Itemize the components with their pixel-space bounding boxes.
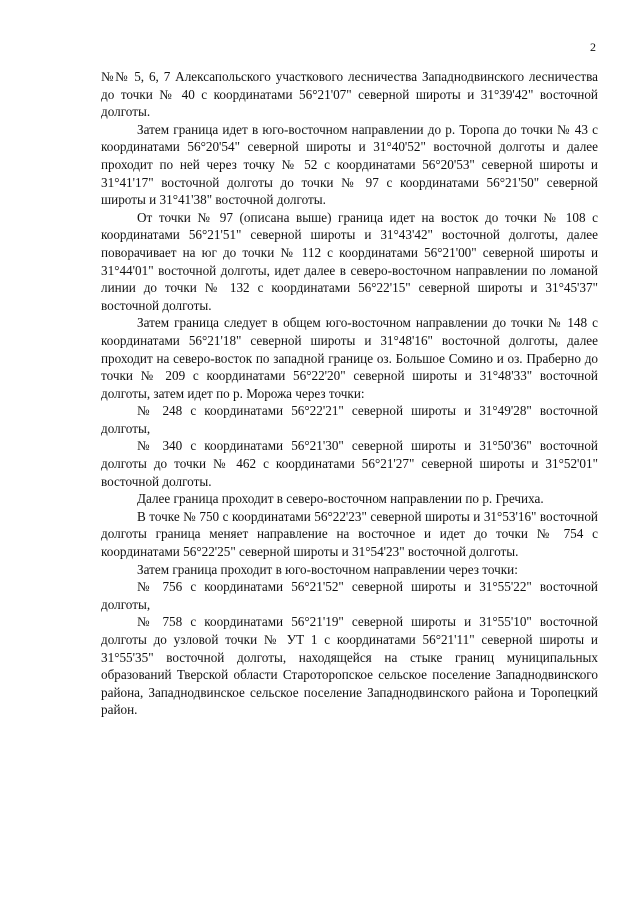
paragraph-3: От точки № 97 (описана выше) граница идет на восток до точки № 108 с координатами 56°21'51" северной широты и 31°43'42" восточной долготы, далее поворачивает на юг до точки № 112 с координатами 56°21'00" северной широты и 31°44'01" восточной долготы, идет далее в северо-восточном направлении по ломаной линии до точки № 132 с координатами 56°22'15" северной широты и 31°45'37" восточной долготы.	[101, 209, 598, 313]
document-body	[101, 68, 598, 719]
paragraph-8: В точке № 750 с координатами 56°22'23" северной широты и 31°53'16" восточной долготы граница меняет направление на восточное и идет до точки № 754 с координатами 56°22'25" северной широты и 31°54'23" восточной долготы.	[101, 508, 598, 560]
paragraph-9: Затем граница проходит в юго-восточном направлении через точки:	[137, 561, 518, 577]
paragraph-7: Далее граница проходит в северо-восточном направлении по р. Гречиха.	[137, 491, 544, 507]
paragraph-10: № 756 с координатами 56°21'52" северной широты и 31°55'22" восточной долготы,	[101, 579, 598, 612]
paragraph-11: № 758 с координатами 56°21'19" северной широты и 31°55'10" восточной долготы до узловой точки № УТ 1 с координатами 56°21'11" северной широты и 31°55'35" восточной долготы, находящейся на стыке границ муниципальных образований Тверской области Староторопское сельское поселение Западнодвинского района, Западнодвинское сельское поселение Западнодвинского района и Торопецкий район.	[101, 614, 598, 718]
page-number: 2	[590, 40, 596, 54]
paragraph-5: № 248 с координатами 56°22'21" северной широты и 31°49'28" восточной долготы,	[101, 403, 598, 436]
paragraph-1: №№ 5, 6, 7 Алексапольского участкового лесничества Западнодвинского лесничества до точки № 40 с координатами 56°21'07" северной широты и 31°39'42" восточной долготы.	[101, 69, 598, 120]
paragraph-2: Затем граница идет в юго-восточном направлении до р. Торопа до точки № 43 с координатами 56°20'54" северной широты и 31°40'52" восточной долготы и далее проходит по ней через точку № 52 с координатами 56°20'53" северной широты и 31°41'17" восточной долготы до точки № 97 с координатами 56°21'50" северной широты и 31°41'38" восточной долготы.	[101, 121, 598, 208]
paragraph-4: Затем граница следует в общем юго-восточном направлении до точки № 148 с координатами 56°21'18" северной широты и 31°48'16" восточной долготы, далее проходит на северо-восток по западной границе оз. Большое Сомино и оз. Праберно до точки № 209 с координатами 56°22'20" северной широты и 31°48'33" восточной долготы, затем идет по р. Морожа через точки:	[101, 315, 598, 401]
paragraph-6: № 340 с координатами 56°21'30" северной широты и 31°50'36" восточной долготы до точки № 462 с координатами 56°21'27" северной широты и 31°52'01" восточной долготы.	[101, 438, 598, 489]
